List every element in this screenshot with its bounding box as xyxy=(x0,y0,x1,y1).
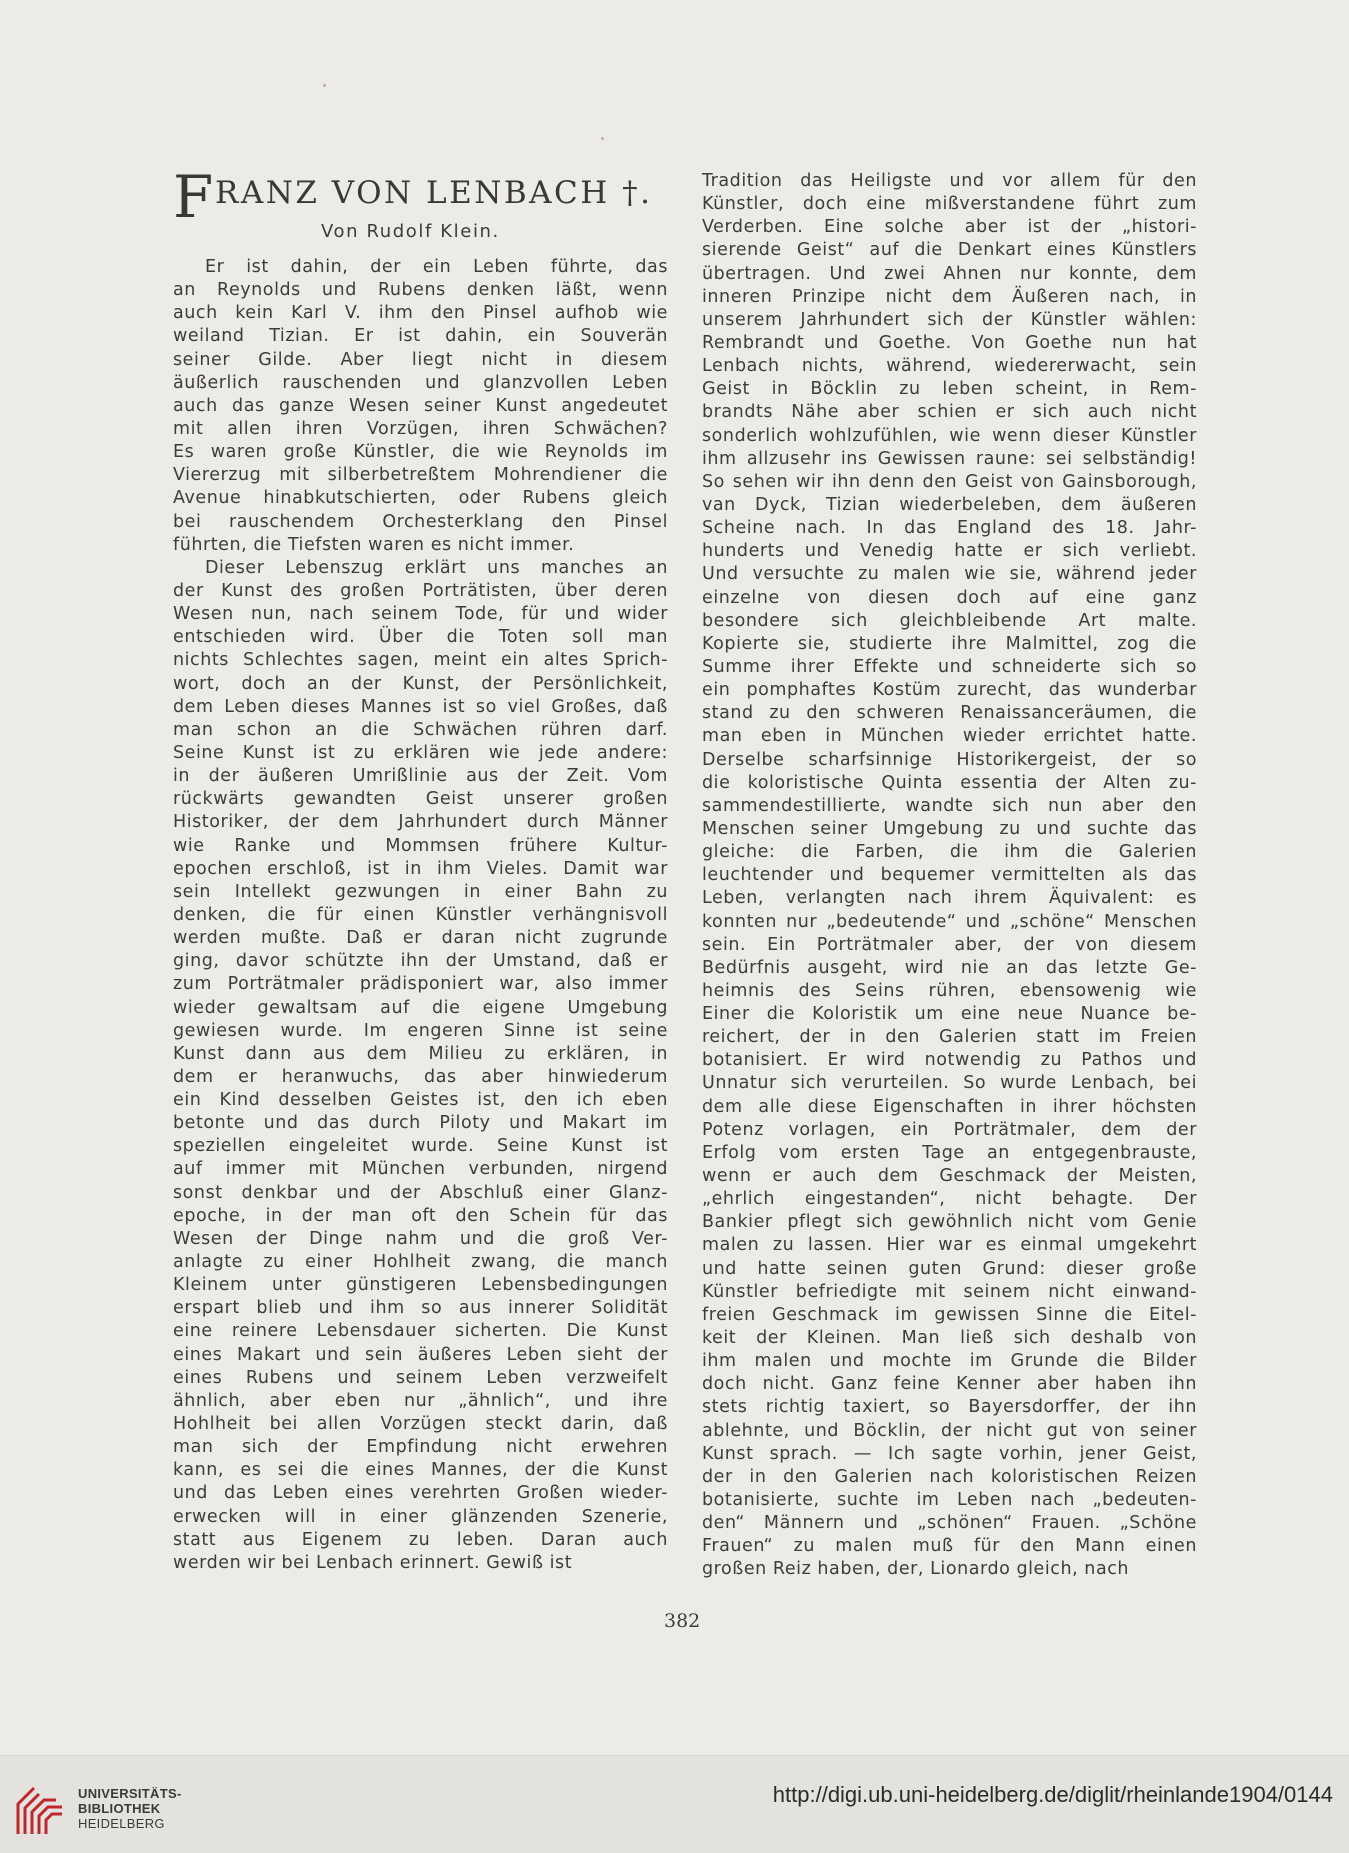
text-line: sierende Geist“ auf die Denkart eines Künstlers xyxy=(702,240,1197,261)
text-line: statt aus Eigenem zu leben. Daran auch xyxy=(173,1529,668,1550)
library-name-line: HEIDELBERG xyxy=(78,1816,165,1831)
page-number: 382 xyxy=(664,1610,701,1632)
text-line: freien Geschmack im gewissen Sinne die Eitel- xyxy=(702,1304,1197,1325)
text-line: gleiche: die Farben, die ihm die Galerien xyxy=(702,842,1197,863)
text-line: dem Leben dieses Mannes ist so viel Großes, daß xyxy=(173,696,668,717)
text-line: So sehen wir ihn denn den Geist von Gainsborough, xyxy=(702,471,1197,492)
text-line: eines Makart und sein äußeres Leben sieht der xyxy=(173,1344,668,1365)
text-line: entschieden wird. Über die Toten soll man xyxy=(173,627,668,648)
text-line: Erfolg vom ersten Tage an entgegenbrauste, xyxy=(702,1142,1197,1163)
text-line: bei rauschendem Orchesterklang den Pinsel xyxy=(173,511,668,532)
text-line: der Kunst des großen Porträtisten, über deren xyxy=(173,580,668,601)
text-line: besondere sich gleichbleibende Art malte. xyxy=(702,610,1197,631)
text-line: Kunst sprach. — Ich sagte vorhin, jener Geist, xyxy=(702,1443,1197,1464)
text-line: der in den Galerien nach koloristischen Reizen xyxy=(702,1466,1197,1487)
text-line: wenn er auch dem Geschmack der Meisten, xyxy=(702,1166,1197,1187)
text-line: Seine Kunst ist zu erklären wie jede andere: xyxy=(173,742,668,763)
library-name-line: UNIVERSITÄTS- xyxy=(78,1786,182,1801)
text-line: auch das ganze Wesen seiner Kunst angedeutet xyxy=(173,395,668,416)
text-line: werden mußte. Daß er daran nicht zugrunde xyxy=(173,928,668,949)
text-line: sonderlich wohlzufühlen, wie wenn dieser Künstler xyxy=(702,425,1197,446)
text-line: erspart blieb und ihm so aus innerer Solidität xyxy=(173,1298,668,1319)
text-line: und das Leben eines verehrten Großen wieder- xyxy=(173,1483,668,1504)
paper-speck xyxy=(323,84,326,87)
text-line: ihm malen und mochte im Grunde die Bilder xyxy=(702,1351,1197,1372)
text-line: Verderben. Eine solche aber ist der „histori- xyxy=(702,217,1197,238)
text-line: wieder gewaltsam auf die eigene Umgebung xyxy=(173,997,668,1018)
text-line: kann, es sei die eines Mannes, der die Kunst xyxy=(173,1460,668,1481)
text-line: man eben in München wieder errichtet hatte. xyxy=(702,726,1197,747)
text-line: den“ Männern und „schönen“ Frauen. „Schöne xyxy=(702,1513,1197,1534)
text-line: Historiker, der dem Jahrhundert durch Männer xyxy=(173,812,668,833)
text-line: „ehrlich eingestanden“, nicht behagte. Der xyxy=(702,1189,1197,1210)
text-line: epochen erschloß, ist in ihm Vieles. Damit war xyxy=(173,858,668,879)
text-line: rückwärts gewandten Geist unserer großen xyxy=(173,789,668,810)
text-line: malen zu lassen. Hier war es einmal umgekehrt xyxy=(702,1235,1197,1256)
text-line: erwecken will in einer glänzenden Szenerie, xyxy=(173,1506,668,1527)
text-line: Wesen nun, nach seinem Tode, für und wider xyxy=(173,604,668,625)
text-line: doch nicht. Ganz feine Kenner aber haben ihn xyxy=(702,1374,1197,1395)
text-line: Kunst dann aus dem Milieu zu erklären, in xyxy=(173,1043,668,1064)
text-line: sein Intellekt gezwungen in einer Bahn zu xyxy=(173,881,668,902)
text-line: Kopierte sie, studierte ihre Malmittel, zog die xyxy=(702,633,1197,654)
text-line: wie Ranke und Mommsen frühere Kultur- xyxy=(173,835,668,856)
text-line: die koloristische Quinta essentia der Alten zu- xyxy=(702,772,1197,793)
text-line: wort, doch an der Kunst, der Persönlichkeit, xyxy=(173,673,668,694)
text-line: an Reynolds und Rubens denken läßt, wenn xyxy=(173,280,668,301)
text-line: unserem Jahrhundert sich der Künstler wählen: xyxy=(702,309,1197,330)
text-line: stand zu den schweren Renaissanceräumen, die xyxy=(702,703,1197,724)
text-line: Dieser Lebenszug erklärt uns manches an xyxy=(205,557,668,578)
text-line: gewiesen wurde. Im engeren Sinne ist seine xyxy=(173,1020,668,1041)
text-line: Kleinem unter günstigeren Lebensbedingungen xyxy=(173,1275,668,1296)
footer-bar xyxy=(0,1755,1349,1853)
text-line: sammendestillierte, wandte sich nun aber den xyxy=(702,795,1197,816)
text-line: mit allen ihren Vorzügen, ihren Schwächen? xyxy=(173,418,668,439)
text-line: brandts Nähe aber schien er sich auch nicht xyxy=(702,402,1197,423)
text-line: Potenz vorlagen, ein Porträtmaler, dem der xyxy=(702,1119,1197,1140)
text-line: hunderts und Venedig hatte er sich verliebt. xyxy=(702,541,1197,562)
text-line: Viererzug mit silberbetreßtem Mohrendiener die xyxy=(173,465,668,486)
text-line: ein Kind desselben Geistes ist, den ich eben xyxy=(173,1090,668,1111)
text-line: Lenbach nichts, während, wiedererwacht, sein xyxy=(702,356,1197,377)
text-line: einzelne von diesen doch auf eine ganz xyxy=(702,587,1197,608)
text-line: Hohlheit bei allen Vorzügen steckt darin, daß xyxy=(173,1414,668,1435)
text-line: Künstler, doch eine mißverstandene führt zum xyxy=(702,194,1197,215)
text-line: ablehnte, und Böcklin, der nicht gut von seiner xyxy=(702,1420,1197,1441)
text-line: speziellen eingeleitet wurde. Seine Kunst ist xyxy=(173,1136,668,1157)
text-line: reichert, der in den Galerien statt im Freien xyxy=(702,1027,1197,1048)
text-line: Er ist dahin, der ein Leben führte, das xyxy=(205,257,668,277)
text-line: botanisiert. Er wird notwendig zu Pathos und xyxy=(702,1050,1197,1071)
text-line: Künstler befriedigte mit seinem nicht einwand- xyxy=(702,1281,1197,1302)
text-line: Rembrandt und Goethe. Von Goethe nun hat xyxy=(702,332,1197,353)
text-line: konnten nur „bedeutende“ und „schöne“ Menschen xyxy=(702,911,1197,932)
text-line: denken, die für einen Künstler verhängnisvoll xyxy=(173,904,668,925)
text-line: betonte und das durch Piloty und Makart im xyxy=(173,1113,668,1134)
text-line: großen Reiz haben, der, Lionardo gleich, nach xyxy=(702,1559,1130,1580)
text-line: leuchtender und bequemer vermittelten als das xyxy=(702,865,1197,886)
text-line: Wesen der Dinge nahm und die groß Ver- xyxy=(173,1228,668,1249)
paper-speck xyxy=(601,137,604,140)
text-line: nichts Schlechtes sagen, meint ein altes Sprich- xyxy=(173,650,668,671)
text-line: übertragen. Und zwei Ahnen nur konnte, dem xyxy=(702,263,1197,284)
text-line: eine reinere Lebensdauer sicherten. Die Kunst xyxy=(173,1321,668,1342)
heidelberg-library-logo-icon[interactable] xyxy=(12,1782,68,1840)
text-line: Menschen seiner Umgebung zu und suchte das xyxy=(702,818,1197,839)
text-line: ging, davor schützte ihn der Umstand, daß er xyxy=(173,951,668,972)
right-column xyxy=(702,170,1197,1582)
text-line: Einer die Koloristik um eine neue Nuance be- xyxy=(702,1004,1197,1025)
text-line: werden wir bei Lenbach erinnert. Gewiß ist xyxy=(173,1552,573,1573)
text-line: Geist in Böcklin zu leben scheint, in Rem- xyxy=(702,379,1197,400)
library-name-line: BIBLIOTHEK xyxy=(78,1801,161,1816)
text-line: Frauen“ zu malen muß für den Mann einen xyxy=(702,1536,1197,1557)
text-line: weiland Tizian. Er ist dahin, ein Souverän xyxy=(173,326,668,347)
text-line: Summe ihrer Effekte und schneiderte sich so xyxy=(702,656,1197,677)
left-column xyxy=(173,256,668,1575)
source-url-link[interactable]: http://digi.ub.uni-heidelberg.de/diglit/rheinlande1904/0144 xyxy=(772,1782,1333,1807)
text-line: Bankier pflegt sich gewöhnlich nicht vom Genie xyxy=(702,1212,1197,1233)
text-line: van Dyck, Tizian wiederbeleben, dem äußeren xyxy=(702,494,1197,515)
text-line: in der äußeren Umrißlinie aus der Zeit. Vom xyxy=(173,766,668,787)
text-line: seiner Gilde. Aber liegt nicht in diesem xyxy=(173,349,668,370)
text-line: stets richtig taxiert, so Bayersdorffer, der ihn xyxy=(702,1397,1197,1418)
text-line: botanisierte, suchte im Leben nach „bedeuten- xyxy=(702,1490,1197,1511)
text-line: man sich der Empfindung nicht erwehren xyxy=(173,1437,668,1458)
text-line: Bedürfnis ausgeht, wird nie an das letzte Ge- xyxy=(702,957,1197,978)
byline: Von Rudolf Klein. xyxy=(321,221,500,242)
text-line: epoche, in der man oft den Schein für das xyxy=(173,1205,668,1226)
text-line: Leben, verlangten nach ihrem Äquivalent: es xyxy=(702,888,1197,909)
text-line: ein pomphaftes Kostüm zurecht, das wunderbar xyxy=(702,680,1197,701)
text-line: Derselbe scharfsinnige Historikergeist, der so xyxy=(702,749,1197,770)
text-line: dem er heranwuchs, das aber hinwiederum xyxy=(173,1066,668,1087)
text-line: Und versuchte zu malen wie sie, während jeder xyxy=(702,564,1197,585)
title-text: RANZ VON LENBACH †. xyxy=(215,175,653,211)
text-line: zum Porträtmaler prädisponiert war, also immer xyxy=(173,974,668,995)
text-line: Es waren große Künstler, die wie Reynolds im xyxy=(173,442,668,463)
text-line: Tradition das Heiligste und vor allem für den xyxy=(702,171,1197,191)
text-line: und hatte seinen guten Grund: dieser große xyxy=(702,1258,1197,1279)
text-line: auch kein Karl V. ihm den Pinsel aufhob wie xyxy=(173,303,668,324)
text-line: heimnis des Seins rühren, ebensowenig wie xyxy=(702,980,1197,1001)
text-line: anlagte zu einer Hohlheit zwang, die manch xyxy=(173,1252,668,1273)
text-line: ihm allzusehr ins Gewissen raune: sei selbständig! xyxy=(702,448,1197,469)
text-line: sein. Ein Porträtmaler aber, der von diesem xyxy=(702,934,1197,955)
text-line: man schon an die Schwächen rühren darf. xyxy=(173,719,668,740)
text-line: inneren Prinzipe nicht dem Äußeren nach, in xyxy=(702,286,1197,307)
text-line: keit der Kleinen. Man ließ sich deshalb von xyxy=(702,1328,1197,1349)
text-line: Unnatur sich verurteilen. So wurde Lenbach, bei xyxy=(702,1073,1197,1094)
text-line: äußerlich rauschenden und glanzvollen Leben xyxy=(173,372,668,393)
text-line: eines Rubens und seinem Leben verzweifelt xyxy=(173,1367,668,1388)
text-line: sonst denkbar und der Abschluß einer Glanz- xyxy=(173,1182,668,1203)
text-line: auf immer mit München verbunden, nirgend xyxy=(173,1159,668,1180)
text-line: ähnlich, aber eben nur „ähnlich“, und ihre xyxy=(173,1390,668,1411)
text-line: führten, die Tiefsten waren es nicht immer. xyxy=(173,534,575,555)
library-name[interactable] xyxy=(78,1786,182,1831)
text-line: Scheine nach. In das England des 18. Jahr- xyxy=(702,518,1197,539)
text-line: Avenue hinabkutschierten, oder Rubens gleich xyxy=(173,488,668,509)
title-initial: F xyxy=(173,163,214,231)
text-line: dem alle diese Eigenschaften in ihrer höchsten xyxy=(702,1096,1197,1117)
